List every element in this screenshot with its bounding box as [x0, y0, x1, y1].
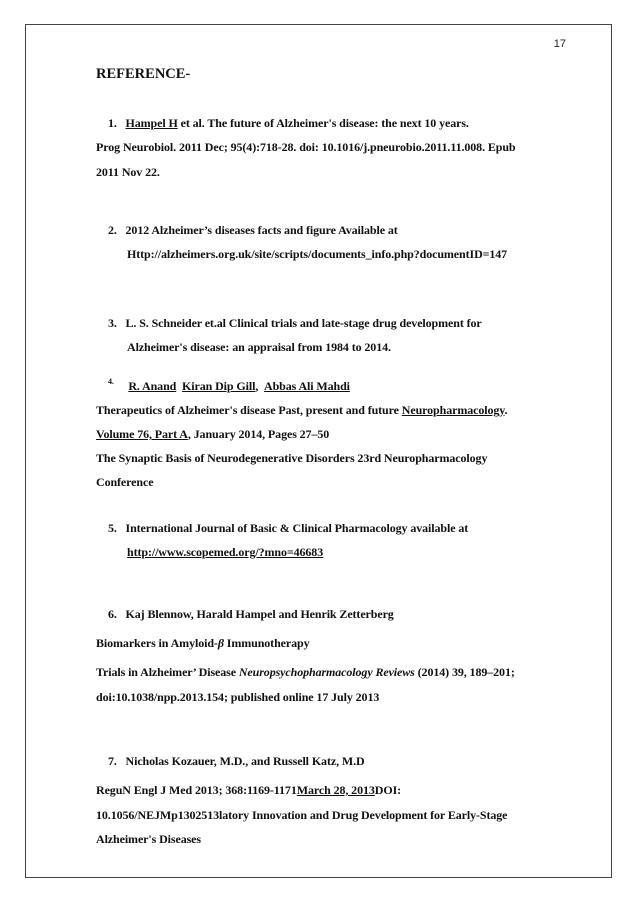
ref2-number: 2. — [108, 223, 117, 237]
ref4-line2: Therapeutics of Alzheimer's disease Past, present and future Neuropharmacology. — [96, 403, 508, 417]
ref1-line1 — [108, 116, 469, 131]
ref6-title-a: Biomarkers in Amyloid- — [96, 636, 218, 650]
ref1-line3: 2011 Nov 22. — [96, 165, 160, 179]
ref5-number: 5. — [108, 521, 117, 535]
ref1-line2: Prog Neurobiol. 2011 Dec; 95(4):718-28. doi: 10.1016/j.pneurobio.2011.11.008. Epub — [96, 140, 516, 154]
ref4-line4: The Synaptic Basis of Neurodegenerative Disorders 23rd Neuropharmacology — [96, 451, 488, 465]
ref4-author1-link[interactable]: R. Anand — [128, 379, 177, 393]
ref7-authors: Nicholas Kozauer, M.D., and Russell Katz, M.D — [125, 754, 365, 768]
ref7-number: 7. — [108, 754, 117, 768]
ref2-line1 — [108, 223, 398, 238]
ref4-pages: , January 2014, Pages 27–50 — [187, 427, 330, 441]
ref3-number: 3. — [108, 316, 117, 330]
ref7-line1 — [108, 754, 365, 769]
ref4-line5: Conference — [96, 475, 154, 489]
ref6-authors: Kaj Blennow, Harald Hampel and Henrik Zetterberg — [125, 607, 394, 621]
ref2-url[interactable]: Http://alzheimers.org.uk/site/scripts/documents_info.php?documentID=147 — [127, 247, 508, 261]
ref7-doi-label: DOI: — [374, 783, 402, 797]
ref6-line4: doi:10.1038/npp.2013.154; published online 17 July 2013 — [96, 690, 380, 704]
ref6-beta: β — [217, 636, 224, 650]
ref3-line1 — [108, 316, 482, 331]
ref4-author2-link[interactable]: Kiran Dip Gill — [182, 379, 256, 393]
ref6-line1 — [108, 607, 394, 622]
ref4-volume-link[interactable]: Volume 76, Part A — [96, 427, 188, 441]
ref7-line3: 10.1056/NEJMp1302513latory Innovation and Drug Development for Early-Stage — [96, 808, 508, 822]
ref3-line2: Alzheimer's disease: an appraisal from 1984 to 2014. — [127, 340, 391, 354]
ref6-title-b: Immunotherapy — [223, 636, 310, 650]
ref1-number: 1. — [108, 116, 117, 130]
ref6-journal: Neuropsychopharmacology Reviews — [238, 665, 415, 679]
ref7-date-link[interactable]: March 28, 2013 — [296, 783, 375, 797]
ref6-title-c: Trials in Alzheimer’ Disease — [96, 665, 239, 679]
ref4-author3-link[interactable]: Abbas Ali Mahdi — [264, 379, 350, 393]
page-number: 17 — [553, 38, 566, 50]
ref3-title: L. S. Schneider et.al Clinical trials and late-stage drug development for — [125, 316, 482, 330]
ref4-number: 4. — [108, 377, 114, 386]
ref5-line1 — [108, 521, 468, 536]
ref6-number: 6. — [108, 607, 117, 621]
ref2-title: 2012 Alzheimer’s diseases facts and figure Available at — [125, 223, 398, 237]
ref4-line1: $^{4.}$ R. Anand Kiran Dip Gill, Abbas Ali Mahdi — [108, 377, 350, 393]
ref4-journal-link[interactable]: Neuropharmacology — [401, 403, 505, 417]
ref6-line2 — [96, 636, 309, 651]
reference-heading: REFERENCE- — [96, 66, 191, 82]
ref5-title: International Journal of Basic & Clinical Pharmacology available at — [125, 521, 469, 535]
ref1-author-link[interactable]: Hampel H — [125, 116, 178, 130]
ref7-line4: Alzheimer's Diseases — [96, 832, 201, 846]
ref6-line3 — [96, 665, 515, 680]
ref4-line3 — [96, 427, 329, 442]
ref1-title: et al. The future of Alzheimer's disease: the next 10 years. — [177, 116, 469, 130]
ref4-title: Therapeutics of Alzheimer's disease Past, present and future — [96, 403, 402, 417]
ref5-url-link[interactable]: http://www.scopemed.org/?mno=46683 — [127, 545, 324, 559]
ref6-volume: (2014) 39, 189–201; — [414, 665, 515, 679]
ref7-line2 — [96, 783, 401, 798]
ref7-journal: ReguN Engl J Med 2013; 368:1169-1171 — [96, 783, 297, 797]
